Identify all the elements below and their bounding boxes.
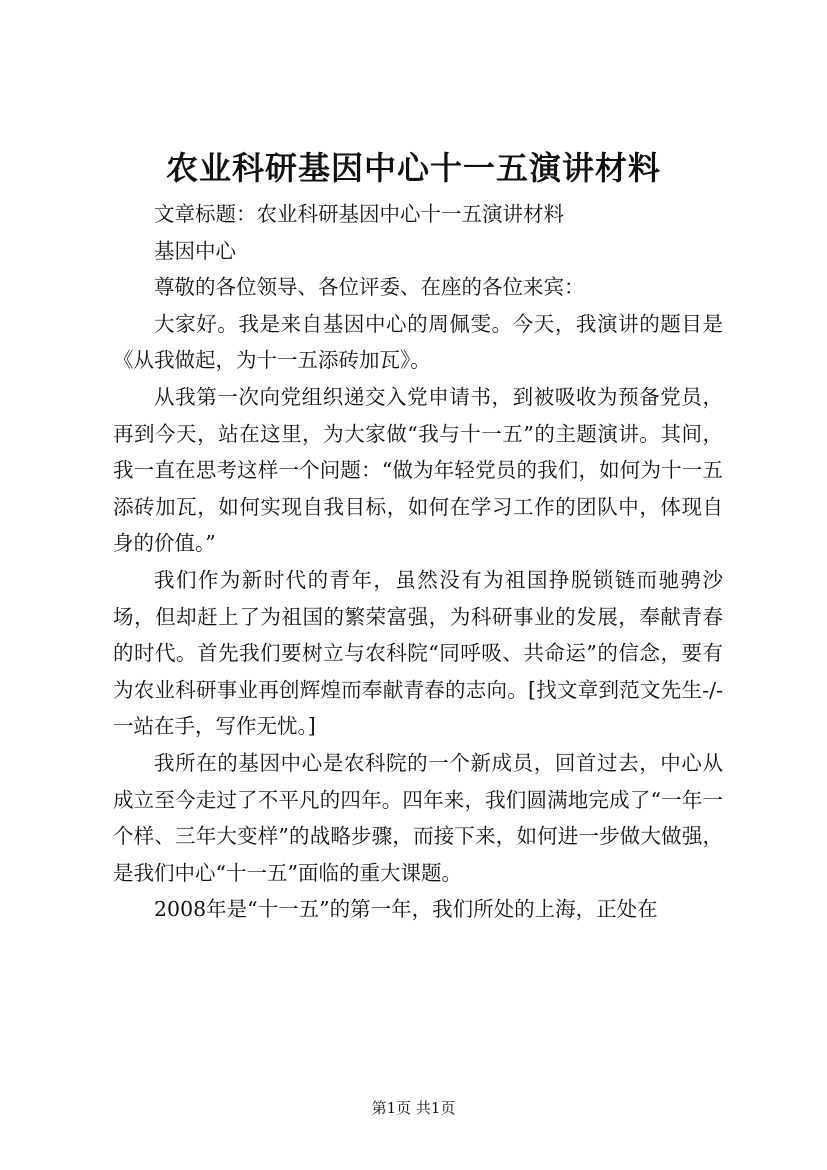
document-title: 农业科研基因中心十一五演讲材料 — [165, 149, 661, 187]
greeting-paragraph: 大家好。我是来自基因中心的周佩雯。今天，我演讲的题目是《从我做起，为十一五添砖加瓦》。 — [113, 311, 723, 373]
body-paragraph: 我们作为新时代的青年，虽然没有为祖国挣脱锁链而驰骋沙场，但却赶上了为祖国的繁荣富强，为科研事业的发展，奉献青春的时代。首先我们要树立与农科院“同呼吸、共命运”的信念，要有为农业科研事业再创辉煌而奉献青春的志向。[找文章到范文先生-/-一站在手，写作无忧。] — [113, 567, 723, 739]
body-paragraph: 我所在的基因中心是农科院的一个新成员，回首过去，中心从成立至今走过了不平凡的四年。四年来，我们圆满地完成了“一年一个样、三年大变样”的战略步骤，而接下来，如何进一步做大做强，是我们中心“十一五”面临的重大课题。 — [113, 750, 723, 885]
document-body — [113, 196, 723, 928]
article-title-line: 文章标题：农业科研基因中心十一五演讲材料 — [154, 202, 564, 226]
body-paragraph: 从我第一次向党组织递交入党申请书，到被吸收为预备党员，再到今天，站在这里，为大家做“我与十一五”的主题演讲。其间，我一直在思考这样一个问题：“做为年轻党员的我们，如何为十一五添砖加瓦，如何实现自我目标，如何在学习工作的团队中，体现自身的价值。” — [113, 384, 723, 556]
body-paragraph: 2008年是“十一五”的第一年，我们所处的上海，正处在 — [154, 897, 658, 922]
page-number-footer: 第1页 共1页 — [371, 1099, 456, 1117]
department-line: 基因中心 — [154, 238, 236, 263]
salutation-paragraph: 尊敬的各位领导、各位评委、在座的各位来宾： — [154, 275, 585, 300]
